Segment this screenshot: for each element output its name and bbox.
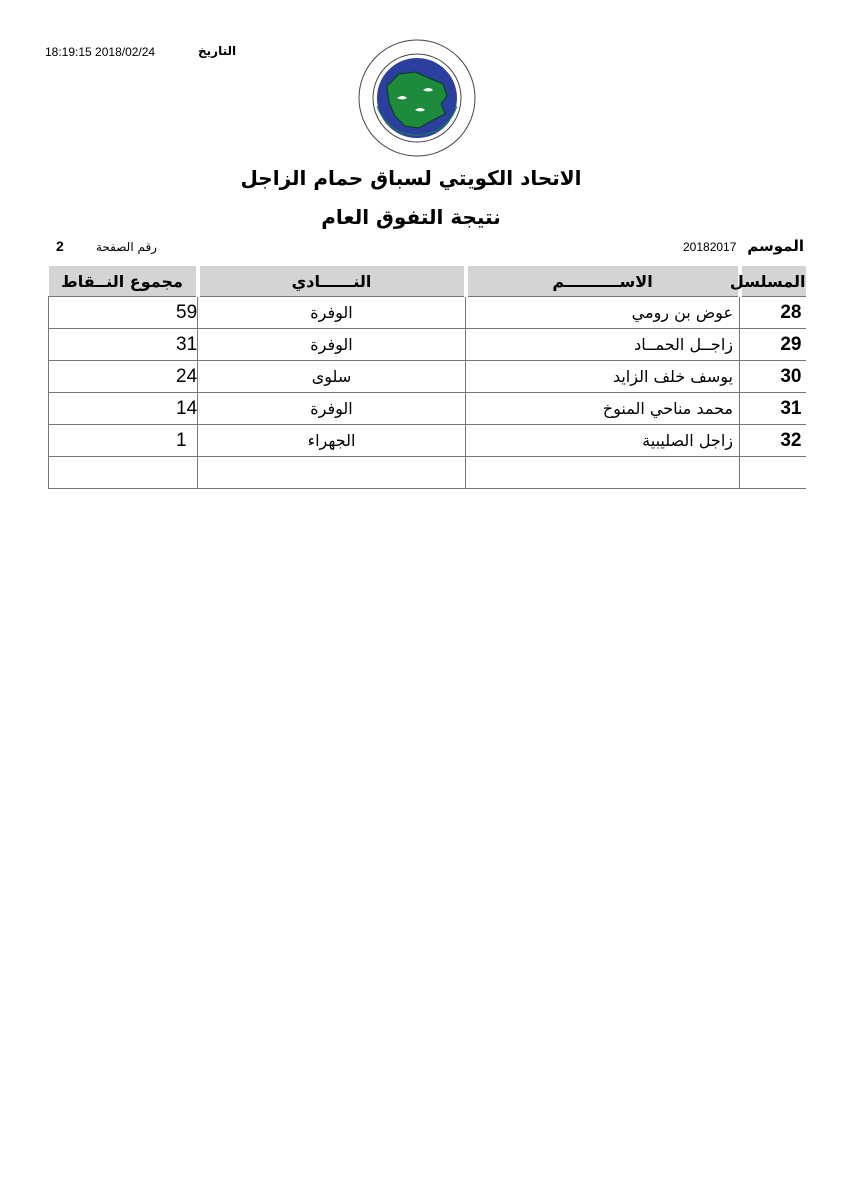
club-cell: الوفرة [198,329,466,361]
season-label: الموسم [747,237,804,255]
table-row [49,297,806,329]
season-value: 20182017 [683,240,737,254]
club-cell: الوفرة [198,297,466,329]
name-cell: زاجــل الحمــاد [466,329,740,361]
serial-cell: 31 [740,393,806,425]
page-label: رقم الصفحة [96,240,157,254]
date-label: التاريخ [198,44,237,58]
serial-cell: 28 [740,297,806,329]
column-header-serial: المسلسل [740,266,806,297]
report-title: نتيجة التفوق العام [321,205,501,229]
results-table [48,266,806,489]
stub-cell [198,457,466,489]
points-cell: 31 [49,329,198,361]
points-cell: 14 [49,393,198,425]
federation-logo [357,38,477,158]
org-name: الاتحاد الكويتي لسباق حمام الزاجل [240,166,582,190]
stub-cell [49,457,198,489]
table-row-stub [49,457,806,489]
table-header-row [49,266,806,297]
column-header-name: الاســــــــــم [466,266,740,297]
column-header-points: مجموع النــقاط [49,266,198,297]
name-cell: زاجل الصليبية [466,425,740,457]
club-cell: الجهراء [198,425,466,457]
stub-cell [740,457,806,489]
table-row [49,329,806,361]
page-number: 2 [56,238,64,254]
name-cell: محمد مناحي المنوخ [466,393,740,425]
points-cell: 24 [49,361,198,393]
table-row [49,425,806,457]
club-cell: سلوى [198,361,466,393]
points-cell: 1 [49,425,198,457]
stub-cell [466,457,740,489]
table-row [49,393,806,425]
date-value: 18:19:15 2018/02/24 [45,45,156,59]
column-header-club: النــــــادي [198,266,466,297]
serial-cell: 30 [740,361,806,393]
name-cell: يوسف خلف الزايد [466,361,740,393]
points-cell: 59 [49,297,198,329]
name-cell: عوض بن رومي [466,297,740,329]
serial-cell: 29 [740,329,806,361]
table-row [49,361,806,393]
serial-cell: 32 [740,425,806,457]
club-cell: الوفرة [198,393,466,425]
